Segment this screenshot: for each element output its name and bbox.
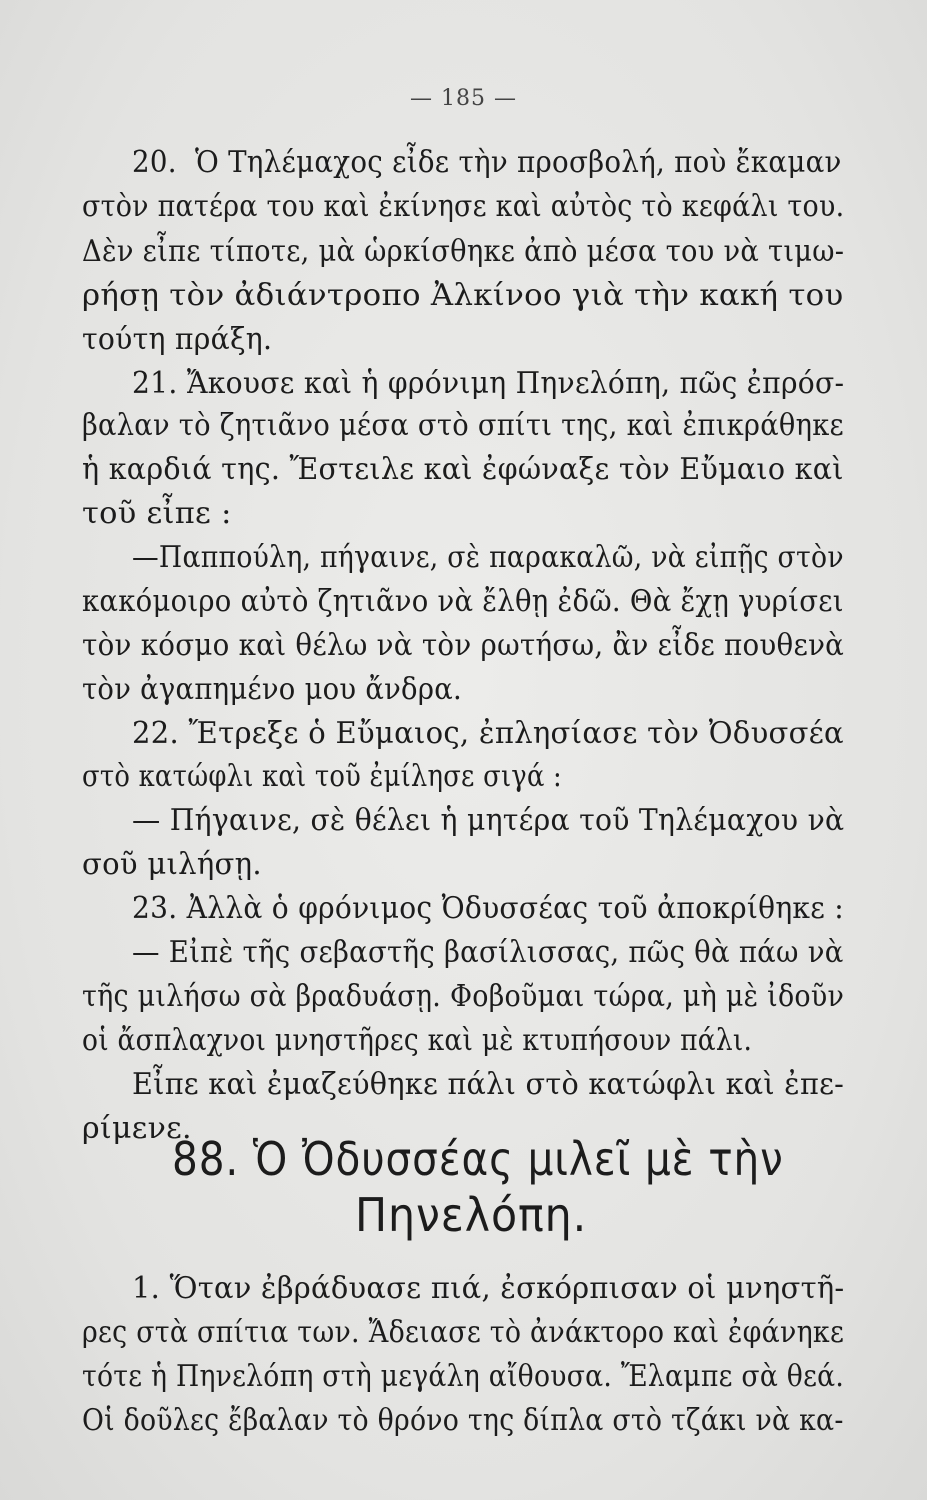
heading-line: 88. Ὁ Ὀδυσσέας μιλεῖ μὲ τὴν (172, 1132, 784, 1186)
text-line: τότε ἡ Πηνελόπη στὴ μεγάλη αἴθουσα. Ἔλαμπε σὰ θεά. (82, 1359, 845, 1394)
text-line: 20. Ὁ Τηλέμαχος εἶδε τὴν προσβολή, ποὺ ἔκαμαν (132, 145, 842, 180)
text-line: στὸ κατώφλι καὶ τοῦ ἐμίλησε σιγά : (82, 759, 562, 794)
text-line: ρίμενε. (82, 1111, 192, 1146)
text-line: κακόμοιρο αὐτὸ ζητιᾶνο νὰ ἔλθῃ ἐδῶ. Θὰ ἔχῃ γυρίσει (82, 584, 844, 619)
text-line: — Πήγαινε, σὲ θέλει ἡ μητέρα τοῦ Τηλέμαχου νὰ (132, 803, 845, 838)
text-line: τῆς μιλήσω σὰ βραδυάσῃ. Φοβοῦμαι τώρα, μὴ μὲ ἰδοῦν (82, 979, 845, 1014)
heading-line: Πηνελόπη. (355, 1188, 588, 1242)
text-line: ρήσῃ τὸν ἀδιάντροπο Ἀλκίνοο γιὰ τὴν κακή του (82, 278, 844, 313)
text-line: ρες στὰ σπίτια των. Ἄδειασε τὸ ἀνάκτορο καὶ ἐφάνηκε (82, 1315, 845, 1350)
text-line: τοῦ εἶπε : (82, 496, 232, 531)
text-line: τὸν ἀγαπημένο μου ἄνδρα. (82, 672, 462, 707)
text-line: Εἶπε καὶ ἐμαζεύθηκε πάλι στὸ κατώφλι καὶ ἐπε- (132, 1067, 845, 1102)
text-line: τὸν κόσμο καὶ θέλω νὰ τὸν ρωτήσω, ἂν εἶδε πουθενὰ (82, 628, 845, 663)
text-line: — Εἰπὲ τῆς σεβαστῆς βασίλισσας, πῶς θὰ πάω νὰ (132, 935, 844, 970)
text-line: 21. Ἄκουσε καὶ ἡ φρόνιμη Πηνελόπη, πῶς ἐπρόσ- (132, 366, 845, 401)
text-line: ἡ καρδιά της. Ἔστειλε καὶ ἐφώναξε τὸν Εὔμαιο καὶ (82, 452, 844, 487)
text-line: Οἱ δοῦλες ἔβαλαν τὸ θρόνο της δίπλα στὸ τζάκι νὰ κα- (82, 1403, 844, 1438)
text-line: 22. Ἔτρεξε ὁ Εὔμαιος, ἐπλησίασε τὸν Ὀδυσσέα (132, 716, 844, 751)
text-line: τούτη πράξη. (82, 322, 273, 357)
text-line: Δὲν εἶπε τίποτε, μὰ ὡρκίσθηκε ἀπὸ μέσα του νὰ τιμω- (82, 234, 845, 269)
text-line: σοῦ μιλήσῃ. (82, 847, 262, 882)
text-line: οἱ ἄσπλαχνοι μνηστῆρες καὶ μὲ κτυπήσουν πάλι. (82, 1023, 753, 1058)
text-line: 23. Ἀλλὰ ὁ φρόνιμος Ὀδυσσέας τοῦ ἀποκρίθηκε : (132, 891, 845, 926)
text-line: 1. Ὅταν ἐβράδυασε πιά, ἐσκόρπισαν οἱ μνηστῆ- (132, 1271, 845, 1306)
text-line: —Παππούλη, πήγαινε, σὲ παρακαλῶ, νὰ εἰπῇς στὸν (132, 540, 844, 575)
text-line: στὸν πατέρα του καὶ ἐκίνησε καὶ αὐτὸς τὸ κεφάλι του. (82, 189, 845, 224)
page-number: — 185 — (410, 86, 517, 111)
text-line: βαλαν τὸ ζητιᾶνο μέσα στὸ σπίτι της, καὶ ἐπικράθηκε (82, 408, 844, 443)
